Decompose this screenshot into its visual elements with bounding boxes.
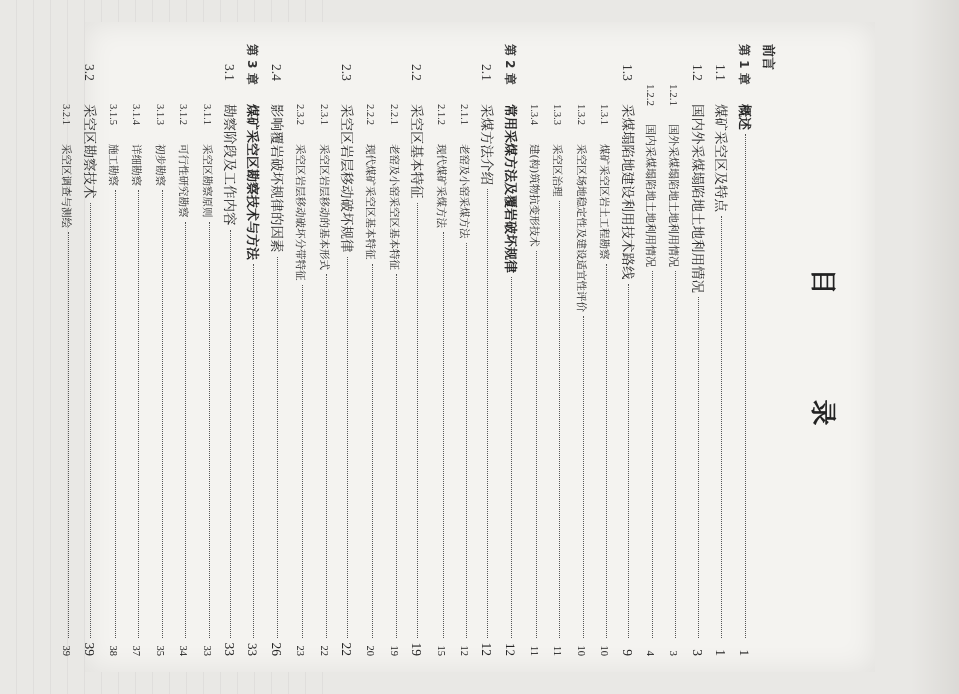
toc-entry-page: 3 bbox=[689, 649, 705, 656]
toc-dot-leader bbox=[721, 216, 722, 638]
toc-dot-leader bbox=[627, 284, 628, 639]
toc-entry-title: 采煤方法介绍 bbox=[477, 104, 494, 185]
toc-entry-title: 采空区岩层移动的基本形式 bbox=[317, 144, 330, 270]
toc-entry-page: 33 bbox=[244, 643, 260, 656]
toc-entry-page: 19 bbox=[408, 642, 424, 656]
toc-entry-title: 概述 bbox=[735, 104, 751, 131]
toc-entry-page: 9 bbox=[619, 649, 635, 656]
toc-entry-title: 采空区岩层移动破坏规律 bbox=[337, 104, 354, 253]
toc-entry-number: 3.1.1 bbox=[200, 104, 212, 125]
page-title: 目 录 bbox=[806, 268, 837, 474]
toc-entry bbox=[755, 44, 778, 656]
toc-dot-leader bbox=[302, 285, 303, 639]
toc-entry-page: 1 bbox=[712, 649, 728, 656]
toc-entry-page: 37 bbox=[129, 645, 141, 656]
toc-entry-title: 现代煤矿采空区基本特征 bbox=[363, 144, 376, 260]
toc-entry-page: 11 bbox=[527, 645, 539, 656]
toc-entry bbox=[591, 44, 614, 656]
toc-entry-page: 33 bbox=[221, 642, 237, 656]
toc-entry-number: 3.1.2 bbox=[176, 104, 188, 125]
toc-entry bbox=[732, 44, 755, 656]
toc-dot-leader bbox=[675, 271, 676, 638]
toc-entry-number: 1.3.3 bbox=[550, 104, 562, 125]
toc-entry-title: 国内外采煤塌陷地土地利用情况 bbox=[688, 104, 705, 293]
toc-entry bbox=[381, 44, 404, 656]
toc-dot-leader bbox=[559, 201, 560, 639]
toc-entry bbox=[241, 44, 264, 656]
toc-entry-title: 国外采煤塌陷地土地利用情况 bbox=[666, 124, 680, 267]
toc-entry-number: 2.4 bbox=[268, 64, 284, 81]
toc-entry-title: 采空区治理 bbox=[550, 144, 563, 197]
toc-dot-leader bbox=[465, 243, 466, 639]
toc-entry-page: 1 bbox=[736, 649, 752, 656]
toc-dot-leader bbox=[372, 264, 373, 639]
toc-entry-number: 2.3 bbox=[338, 64, 354, 81]
toc-dot-leader bbox=[395, 274, 396, 638]
toc-entry-number: 1.3.2 bbox=[574, 104, 586, 125]
toc-dot-leader bbox=[536, 251, 537, 638]
toc-entry bbox=[498, 44, 521, 656]
toc-dot-leader bbox=[208, 222, 209, 639]
toc-entry-title: 建(构)筑物抗变形技术 bbox=[527, 144, 540, 247]
toc-entry-number: 2.2.2 bbox=[363, 104, 375, 125]
toc-entry-number: 1.1 bbox=[712, 64, 728, 81]
toc-entry-number: 2.1 bbox=[478, 64, 494, 81]
toc-entry-title: 煤矿采空区岩土工程勘察 bbox=[597, 144, 610, 260]
toc-entry-page: 39 bbox=[59, 645, 71, 656]
toc-entry-number: 第 1 章 bbox=[736, 44, 751, 85]
toc-entry-title: 采空区岩层移动破坏分带特征 bbox=[293, 144, 306, 281]
toc-entry-page: 4 bbox=[643, 650, 656, 656]
toc-entry-page: 35 bbox=[153, 645, 165, 656]
toc-dot-leader bbox=[606, 264, 607, 639]
toc-entry bbox=[521, 44, 544, 656]
toc-entry-page: 12 bbox=[457, 645, 469, 656]
toc-entry-page: 12 bbox=[502, 643, 518, 656]
toc-entry-number: 2.3.1 bbox=[317, 104, 329, 125]
toc-entry-number: 2.1.2 bbox=[434, 104, 446, 125]
toc-dot-leader bbox=[697, 297, 698, 638]
toc-dot-leader bbox=[276, 257, 277, 639]
toc-entry-number: 2.2.1 bbox=[387, 104, 399, 125]
toc-entry-page: 15 bbox=[434, 645, 446, 656]
toc-entry bbox=[147, 44, 170, 656]
toc-entry-page: 11 bbox=[550, 645, 562, 656]
toc-dot-leader bbox=[161, 190, 162, 638]
toc-entry-number: 1.2 bbox=[689, 64, 705, 81]
toc-entry bbox=[194, 44, 217, 656]
toc-entry-page: 12 bbox=[478, 642, 494, 656]
toc-entry bbox=[568, 44, 591, 656]
toc-entry bbox=[638, 44, 661, 656]
toc-entry-title: 施工勘察 bbox=[106, 144, 119, 186]
toc-entry-page: 23 bbox=[293, 645, 305, 656]
toc-page bbox=[59, 22, 875, 672]
toc-entry-title: 采空区调查与测绘 bbox=[59, 144, 72, 228]
toc-entry-page: 39 bbox=[81, 642, 97, 656]
toc-entry bbox=[100, 44, 123, 656]
toc-entry bbox=[451, 44, 474, 656]
toc-entry-page: 10 bbox=[574, 645, 586, 656]
toc-entry-page: 26 bbox=[268, 642, 284, 656]
toc-dot-leader bbox=[510, 277, 511, 638]
toc-entry-page: 22 bbox=[338, 642, 354, 656]
toc-entry-page: 34 bbox=[176, 645, 188, 656]
toc-dot-leader bbox=[325, 274, 326, 638]
toc-entry bbox=[662, 44, 685, 656]
page-edge-shadow bbox=[911, 0, 959, 694]
toc-dot-leader bbox=[652, 271, 653, 638]
toc-entry bbox=[428, 44, 451, 656]
toc-entry-number: 3.1.3 bbox=[153, 104, 165, 125]
toc-entry-page: 38 bbox=[106, 645, 118, 656]
toc-entry-number: 1.2.1 bbox=[666, 84, 679, 106]
toc-entry bbox=[708, 44, 731, 656]
toc-entry-title: 国内采煤塌陷地土地利用情况 bbox=[643, 124, 657, 267]
toc-entry-title: 前言 bbox=[759, 44, 775, 71]
toc-entry-page: 3 bbox=[666, 650, 679, 656]
toc-entry-page: 20 bbox=[363, 645, 375, 656]
toc-entry-title: 可行性研究勘察 bbox=[176, 144, 189, 218]
toc-entry-number: 3.1 bbox=[221, 64, 237, 81]
toc-entry-title: 现代煤矿采煤方法 bbox=[434, 144, 447, 228]
toc-entry bbox=[685, 44, 708, 656]
toc-entry-number: 2.1.1 bbox=[457, 104, 469, 125]
toc-entry-title: 老窑及小窑采煤方法 bbox=[457, 144, 470, 239]
toc-dot-leader bbox=[744, 134, 745, 638]
toc-entry-number: 3.1.5 bbox=[106, 104, 118, 125]
toc-entry bbox=[217, 44, 240, 656]
toc-entry-number: 第 2 章 bbox=[502, 44, 517, 85]
toc-entry-title: 常用采煤方法及覆岩破坏规律 bbox=[501, 104, 517, 274]
toc-dot-leader bbox=[417, 203, 418, 639]
toc-dot-leader bbox=[253, 264, 254, 638]
toc-entry-title: 煤矿采空区及特点 bbox=[711, 104, 728, 212]
toc-entry bbox=[77, 44, 100, 656]
toc-entry-number: 1.2.2 bbox=[643, 84, 656, 106]
toc-dot-leader bbox=[138, 190, 139, 638]
toc-dot-leader bbox=[346, 257, 347, 639]
toc-entry-number: 3.1.4 bbox=[129, 104, 141, 125]
toc-entry bbox=[124, 44, 147, 656]
toc-entry bbox=[545, 44, 568, 656]
toc-dot-leader bbox=[582, 316, 583, 638]
toc-entry-page: 33 bbox=[200, 645, 212, 656]
toc-entry-number: 3.2 bbox=[81, 64, 97, 81]
toc-entry bbox=[264, 44, 287, 656]
toc-dot-leader bbox=[115, 190, 116, 638]
toc-entry-title: 老窑及小窑采空区基本特征 bbox=[387, 144, 400, 270]
toc-entry-title: 采空区基本特征 bbox=[407, 104, 424, 199]
toc-entry bbox=[615, 44, 638, 656]
toc-dot-leader bbox=[185, 222, 186, 639]
toc-entry-number: 2.3.2 bbox=[293, 104, 305, 125]
toc-entry-title: 采空区勘察原则 bbox=[200, 144, 213, 218]
toc-entry-number: 1.3.1 bbox=[597, 104, 609, 125]
toc-entry-title: 煤矿采空区勘察技术与方法 bbox=[243, 104, 259, 261]
toc-entry-page: 19 bbox=[387, 645, 399, 656]
toc-entry bbox=[474, 44, 497, 656]
toc-entry-title: 勘察阶段及工作内容 bbox=[220, 104, 237, 226]
toc-entry bbox=[311, 44, 334, 656]
toc-entry-title: 采空区场地稳定性及建设适宜性评价 bbox=[574, 144, 587, 312]
toc-list bbox=[53, 44, 778, 656]
toc-entry-number: 2.2 bbox=[408, 64, 424, 81]
toc-entry-number: 1.3.4 bbox=[527, 104, 539, 125]
toc-dot-leader bbox=[442, 232, 443, 638]
toc-entry-number: 3.2.1 bbox=[59, 104, 71, 125]
toc-entry-number: 1.3 bbox=[619, 64, 635, 81]
toc-entry-page: 10 bbox=[597, 645, 609, 656]
toc-entry-title: 详细勘察 bbox=[129, 144, 142, 186]
toc-entry bbox=[357, 44, 380, 656]
toc-entry bbox=[334, 44, 357, 656]
toc-entry bbox=[404, 44, 427, 656]
toc-entry-title: 初步勘察 bbox=[153, 144, 166, 186]
toc-entry bbox=[287, 44, 310, 656]
toc-entry bbox=[170, 44, 193, 656]
toc-entry-title: 采煤塌陷地建设利用技术路线 bbox=[618, 104, 635, 280]
toc-entry-number: 第 3 章 bbox=[244, 44, 259, 85]
toc-dot-leader bbox=[487, 189, 488, 638]
toc-dot-leader bbox=[89, 203, 90, 639]
toc-entry bbox=[53, 44, 76, 656]
toc-dot-leader bbox=[68, 232, 69, 638]
toc-dot-leader bbox=[230, 230, 231, 639]
toc-entry-page: 22 bbox=[317, 645, 329, 656]
toc-entry-title: 影响覆岩破坏规律的因素 bbox=[267, 104, 284, 253]
toc-entry-title: 采空区勘察技术 bbox=[80, 104, 97, 199]
